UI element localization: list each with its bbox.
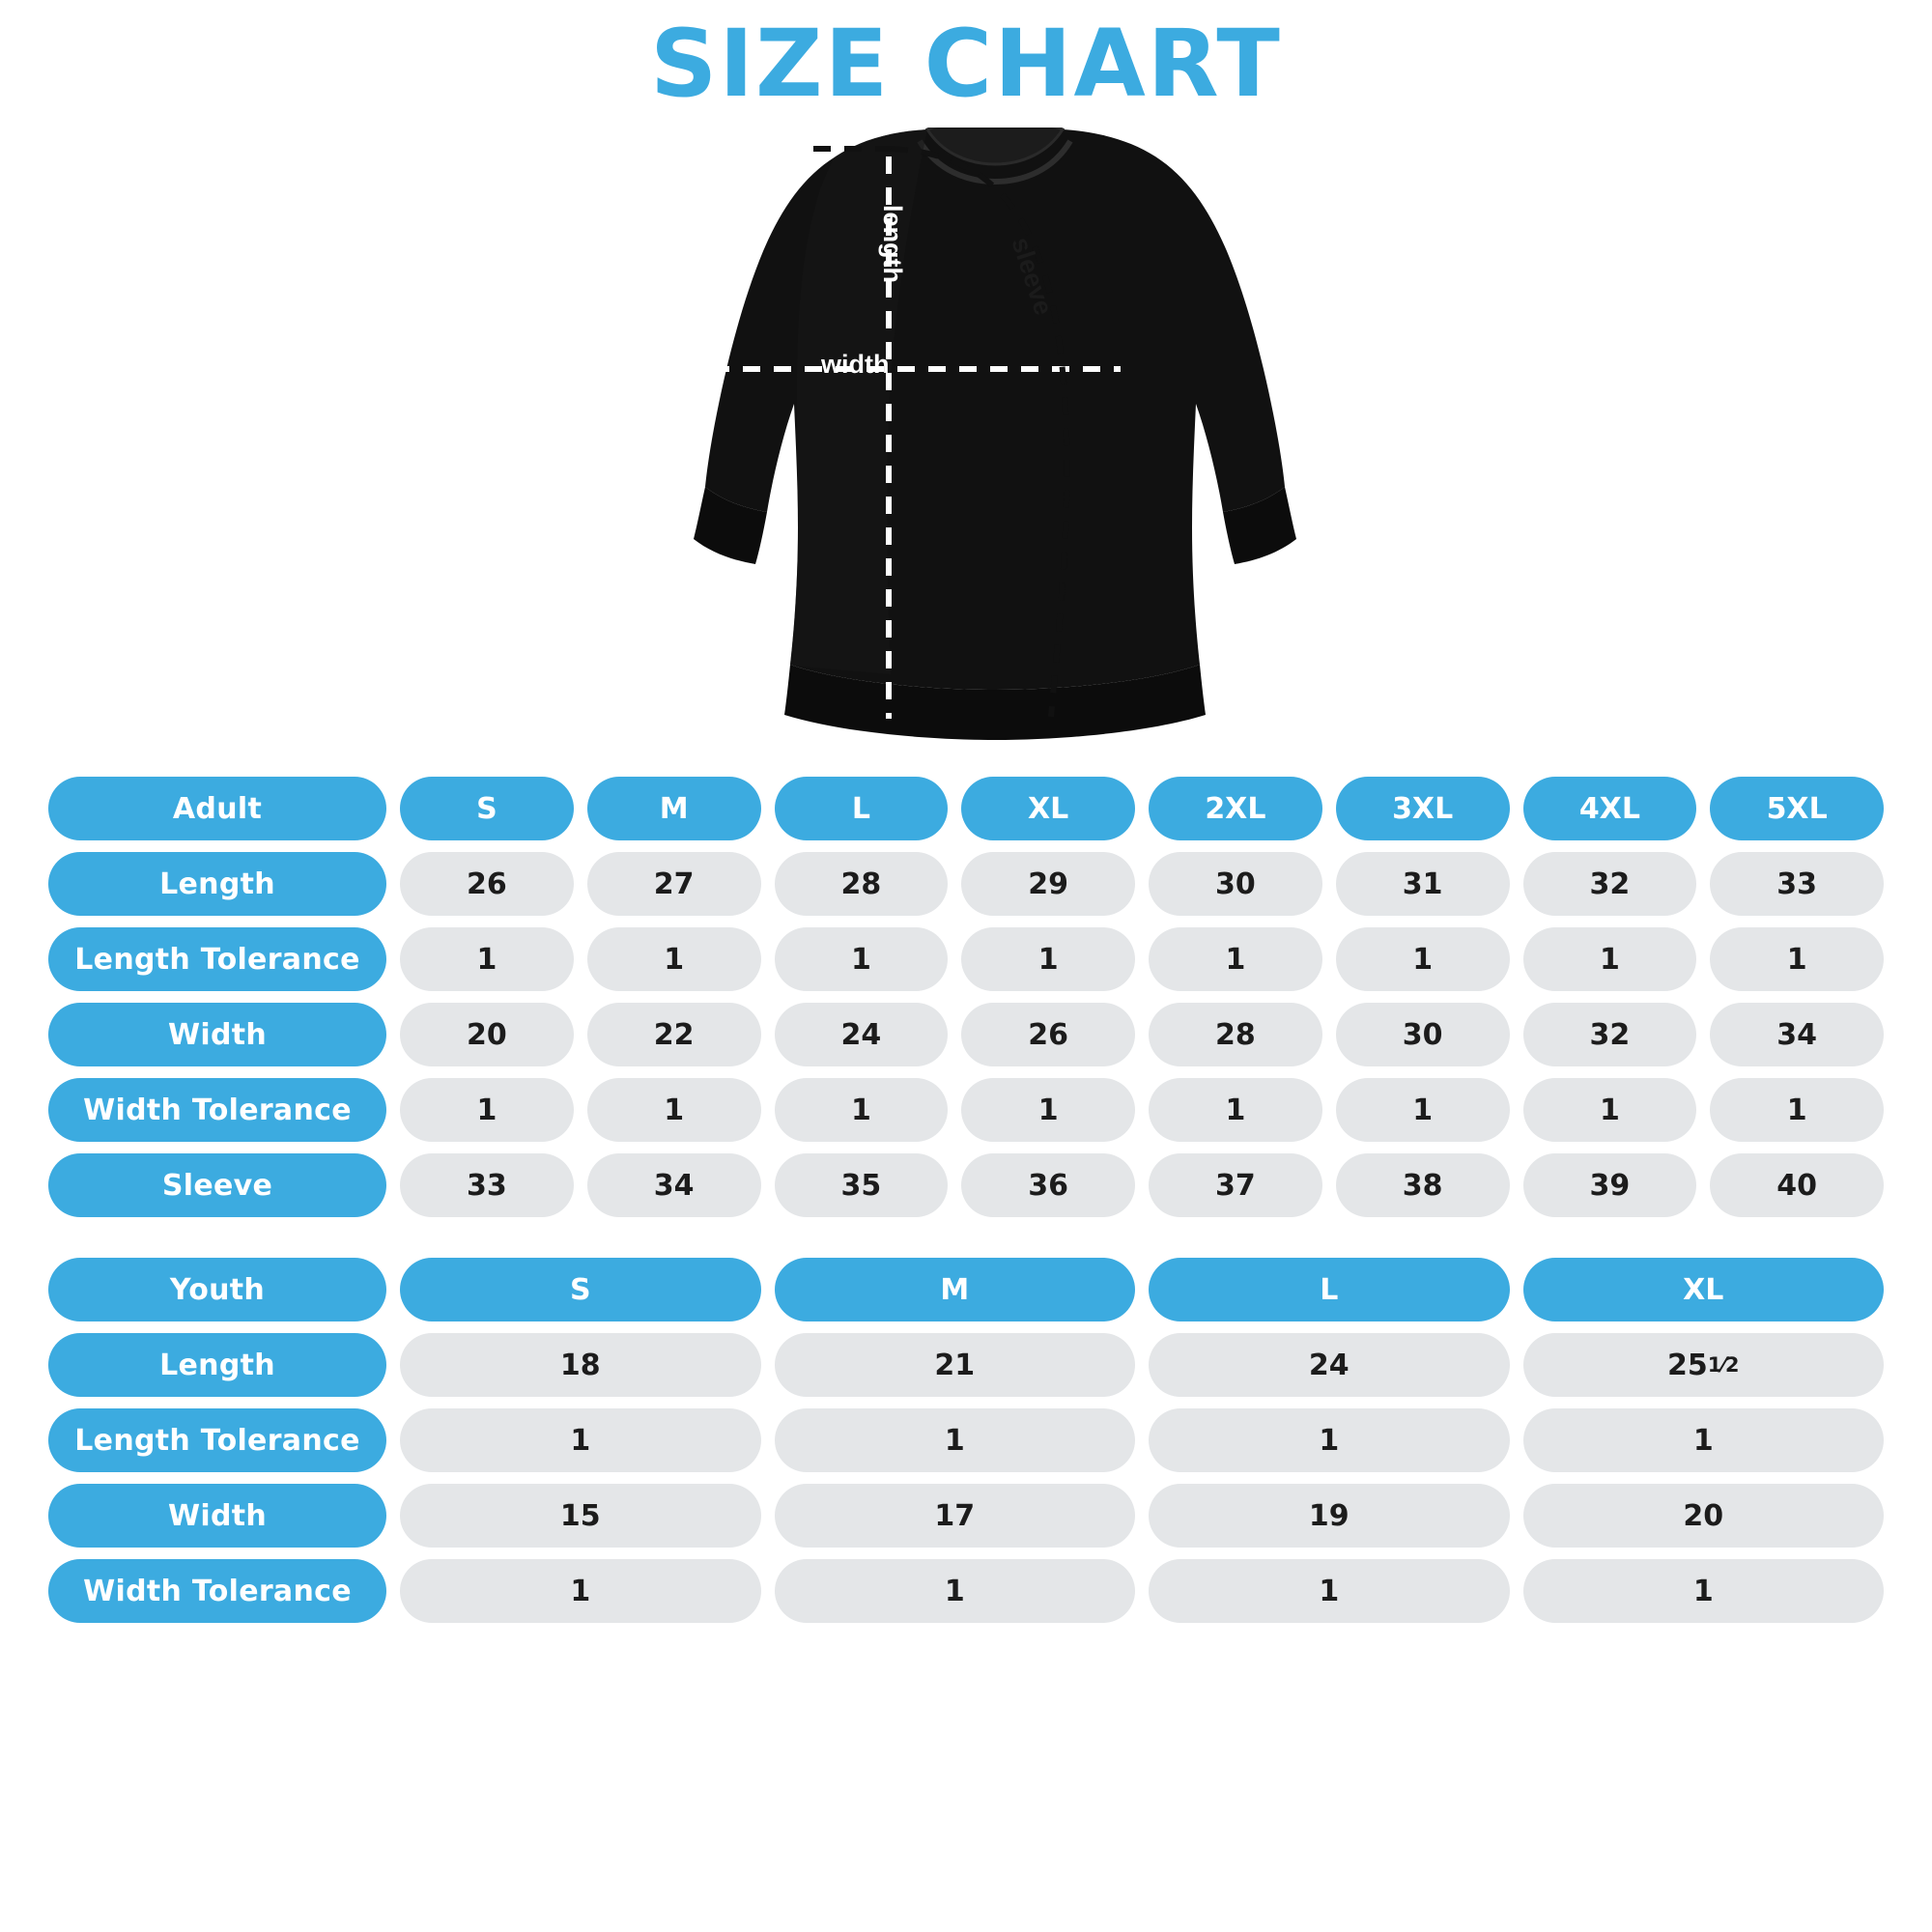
table-cell: 25 1⁄2 xyxy=(1523,1333,1885,1397)
garment-illustration xyxy=(0,110,1932,777)
table-row xyxy=(48,1153,1884,1217)
table-cell: 1 xyxy=(587,1078,761,1142)
table-cell: 1 xyxy=(1149,927,1322,991)
table-cell: 22 xyxy=(587,1003,761,1066)
table-header-row xyxy=(48,777,1884,840)
label-sleeve: sleeve xyxy=(1006,234,1059,319)
table-cell: 1 xyxy=(1523,1078,1697,1142)
table-cell: 1 xyxy=(400,1408,761,1472)
table-cell: 37 xyxy=(1149,1153,1322,1217)
column-header: S xyxy=(400,777,574,840)
row-label: Length Tolerance xyxy=(48,927,386,991)
table-row xyxy=(48,1559,1884,1623)
table-cell: 19 xyxy=(1149,1484,1510,1548)
table-cell: 21 xyxy=(775,1333,1136,1397)
table-cell: 34 xyxy=(1710,1003,1884,1066)
table-cell: 1 xyxy=(1336,927,1510,991)
table-cell: 1 xyxy=(961,1078,1135,1142)
table-cell: 1 xyxy=(775,1078,949,1142)
table-cell: 18 xyxy=(400,1333,761,1397)
table-row xyxy=(48,1003,1884,1066)
page-title: SIZE CHART xyxy=(650,10,1282,118)
table-cell: 24 xyxy=(775,1003,949,1066)
column-header: L xyxy=(1149,1258,1510,1321)
adult-size-table xyxy=(0,777,1932,1217)
table-cell: 30 xyxy=(1336,1003,1510,1066)
table-cell: 1 xyxy=(400,927,574,991)
table-cell: 1 xyxy=(1523,927,1697,991)
table-cell: 1 xyxy=(1523,1408,1885,1472)
row-label: Width Tolerance xyxy=(48,1559,386,1623)
table-row xyxy=(48,1078,1884,1142)
table-cell: 35 xyxy=(775,1153,949,1217)
sweatshirt-icon xyxy=(609,128,1323,775)
table-cell: 24 xyxy=(1149,1333,1510,1397)
table-cell: 27 xyxy=(587,852,761,916)
label-length: length xyxy=(878,205,907,283)
table-row xyxy=(48,1408,1884,1472)
table-cell: 32 xyxy=(1523,852,1697,916)
row-label: Sleeve xyxy=(48,1153,386,1217)
table-cell: 20 xyxy=(1523,1484,1885,1548)
table-cell: 36 xyxy=(961,1153,1135,1217)
column-header: XL xyxy=(1523,1258,1885,1321)
youth-table-title: Youth xyxy=(48,1258,386,1321)
table-cell: 1 xyxy=(775,927,949,991)
table-cell: 1 xyxy=(1710,1078,1884,1142)
table-header-row xyxy=(48,1258,1884,1321)
column-header: 2XL xyxy=(1149,777,1322,840)
table-cell: 1 xyxy=(1149,1078,1322,1142)
table-cell: 15 xyxy=(400,1484,761,1548)
table-cell: 20 xyxy=(400,1003,574,1066)
table-cell: 1 xyxy=(1149,1559,1510,1623)
row-label: Length Tolerance xyxy=(48,1408,386,1472)
column-header: XL xyxy=(961,777,1135,840)
table-cell: 1 xyxy=(1523,1559,1885,1623)
table-cell: 29 xyxy=(961,852,1135,916)
table-cell: 40 xyxy=(1710,1153,1884,1217)
row-label: Width xyxy=(48,1484,386,1548)
table-cell: 26 xyxy=(400,852,574,916)
column-header: 3XL xyxy=(1336,777,1510,840)
table-cell: 1 xyxy=(1149,1408,1510,1472)
table-row xyxy=(48,927,1884,991)
adult-table-title: Adult xyxy=(48,777,386,840)
table-cell: 1 xyxy=(587,927,761,991)
table-cell: 1 xyxy=(400,1078,574,1142)
youth-size-table xyxy=(0,1258,1932,1623)
table-cell: 34 xyxy=(587,1153,761,1217)
column-header: L xyxy=(775,777,949,840)
table-cell: 28 xyxy=(1149,1003,1322,1066)
table-cell: 32 xyxy=(1523,1003,1697,1066)
label-width: width xyxy=(821,350,890,379)
column-header: S xyxy=(400,1258,761,1321)
table-cell: 33 xyxy=(1710,852,1884,916)
row-label: Length xyxy=(48,852,386,916)
row-label: Width Tolerance xyxy=(48,1078,386,1142)
table-cell: 31 xyxy=(1336,852,1510,916)
table-row xyxy=(48,852,1884,916)
row-label: Length xyxy=(48,1333,386,1397)
table-cell: 30 xyxy=(1149,852,1322,916)
column-header: M xyxy=(775,1258,1136,1321)
table-cell: 28 xyxy=(775,852,949,916)
table-cell: 1 xyxy=(775,1559,1136,1623)
table-cell: 39 xyxy=(1523,1153,1697,1217)
table-cell: 1 xyxy=(961,927,1135,991)
table-row xyxy=(48,1484,1884,1548)
table-cell: 38 xyxy=(1336,1153,1510,1217)
table-cell: 33 xyxy=(400,1153,574,1217)
table-cell: 17 xyxy=(775,1484,1136,1548)
table-cell: 1 xyxy=(775,1408,1136,1472)
column-header: 5XL xyxy=(1710,777,1884,840)
table-cell: 1 xyxy=(1710,927,1884,991)
column-header: 4XL xyxy=(1523,777,1697,840)
column-header: M xyxy=(587,777,761,840)
table-cell: 1 xyxy=(1336,1078,1510,1142)
table-row xyxy=(48,1333,1884,1397)
table-cell: 1 xyxy=(400,1559,761,1623)
table-cell: 26 xyxy=(961,1003,1135,1066)
row-label: Width xyxy=(48,1003,386,1066)
